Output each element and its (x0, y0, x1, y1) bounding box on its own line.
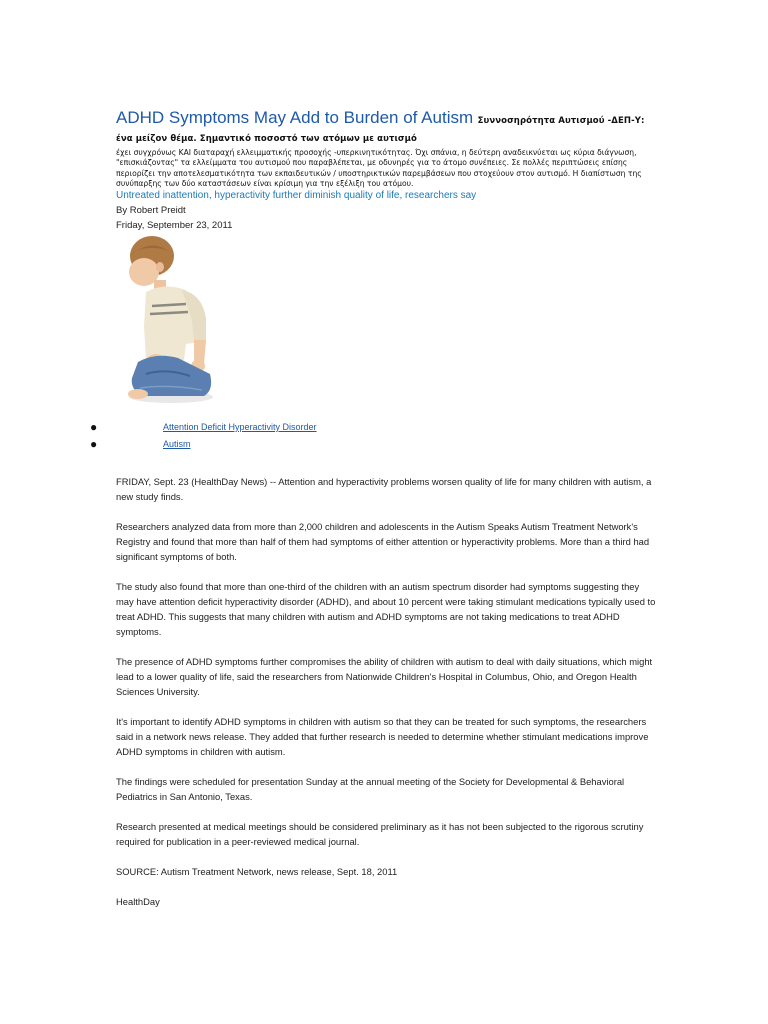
paragraph: It's important to identify ADHD symptoms in children with autism so that they can be treated for such symptoms, the researchers said in a network news release. They added that further research is needed to determine whether stimulant medications improve ADHD symptoms in children with autism. (116, 716, 649, 757)
article-title: ADHD Symptoms May Add to Burden of Autism (116, 108, 474, 127)
paragraph: The study also found that more than one-third of the children with an autism spectrum disorder had symptoms suggesting they may have attention deficit hyperactivity disorder (ADHD), and about 10 percent were taking stimulant medications typically used to treat ADHD. This suggests that many children with autism and ADHD symptoms are not taking medications to treat ADHD symptoms. (116, 581, 656, 637)
headline-block (116, 110, 656, 147)
bullet-icon: ● (90, 420, 98, 434)
link-autism[interactable]: Autism (163, 439, 191, 449)
paragraph: The presence of ADHD symptoms further compromises the ability of children with autism to deal with daily situations, which might lead to a lower quality of life, said the researchers from Nationwide Children's Hospital in Columbus, Ohio, and Oregon Health Sciences University. (116, 656, 653, 697)
source-line: SOURCE: Autism Treatment Network, news release, Sept. 18, 2011 (116, 866, 398, 877)
publisher-name: HealthDay (116, 896, 160, 907)
paragraph: FRIDAY, Sept. 23 (HealthDay News) -- Attention and hyperactivity problems worsen quality of life for many children with autism, a new study finds. (116, 476, 652, 502)
paragraph: The findings were scheduled for presentation Sunday at the annual meeting of the Society for Developmental & Behavioral Pediatrics in San Antonio, Texas. (116, 776, 625, 802)
boy-kneeling-photo (116, 234, 216, 406)
publish-date: Friday, September 23, 2011 (116, 220, 233, 231)
bullet-icon: ● (90, 437, 98, 451)
greek-paragraph: έχει συγχρόνως ΚΑΙ διαταραχή ελλειμματικής προσοχής -υπερκινητικότητας. Όχι σπάνια, η δεύτερη αναδεικνύεται ως κύρια διάγνωση, "επισκιάζοντας" τα ελλείμματα του αυτισμού που παραβλέπεται, με οδυνηρές για το άτομο συνέπειες. Σε πολλές περιπτώσεις επίσης περιορίζει την αποτελεσματικότητα των εκπαιδευτικών / υποστηρικτικών παρεμβάσεων που στοχεύουν στον αυτισμό. Η διαπίστωση της συνύπαρξης των δύο καταστάσεων είναι κρίσιμη για την εξέλιξη του ατόμου. (116, 148, 642, 188)
article-subtitle: Untreated inattention, hyperactivity further diminish quality of life, researchers say (116, 190, 477, 201)
link-adhd[interactable]: Attention Deficit Hyperactivity Disorder (163, 422, 317, 432)
greek-heading: Συννοσηρότητα Αυτισμού -ΔΕΠ-Υ: ένα μείζον θέμα. Σημαντικό ποσοστό των ατόμων με αυτισμό (116, 116, 645, 144)
paragraph: Research presented at medical meetings should be considered preliminary as it has not been subjected to the rigorous scrutiny required for publication in a peer-reviewed medical journal. (116, 821, 644, 847)
byline: By Robert Preidt (116, 205, 186, 216)
paragraph: Researchers analyzed data from more than 2,000 children and adolescents in the Autism Speaks Autism Treatment Network's Registry and found that more than half of them had symptoms of either attention or hyperactivity problems. More than a third had significant symptoms of both. (116, 521, 650, 562)
article-body (116, 474, 656, 924)
